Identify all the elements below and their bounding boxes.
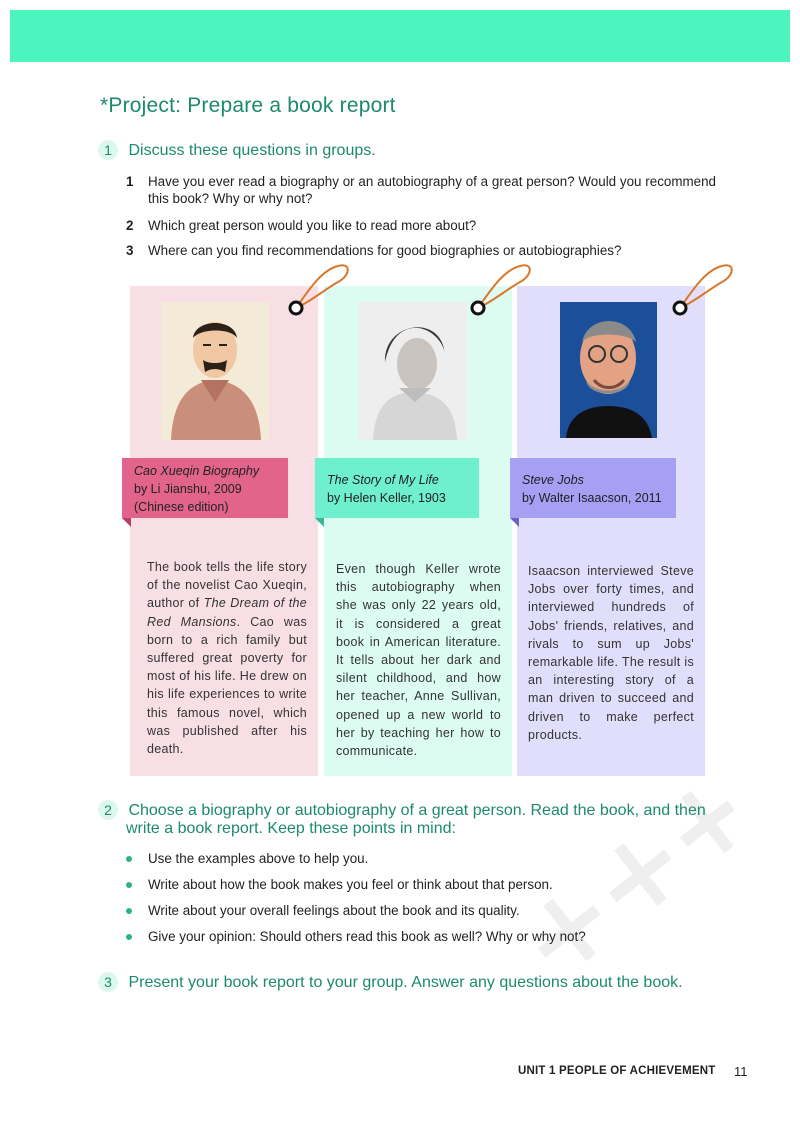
section-1-heading <box>98 140 376 160</box>
bookmark-string-icon <box>462 258 542 320</box>
footer-unit: UNIT 1 PEOPLE OF ACHIEVEMENT <box>518 1065 716 1077</box>
section-3-heading <box>98 972 683 992</box>
desc-text: . Cao was born to a rich family but suffered great poverty for most of his life. He drew on his life experiences to write this famous novel, which was published after his death. <box>147 614 307 757</box>
bullet-dot-icon <box>126 934 132 940</box>
portrait-helen-keller <box>359 302 467 440</box>
book-byline: by Walter Isaacson, 2011 <box>522 491 662 505</box>
book-tag-keller <box>315 458 479 518</box>
book-byline: by Li Jianshu, 2009 <box>134 482 242 496</box>
question-number: 2 <box>126 218 134 233</box>
book-byline: by Helen Keller, 1903 <box>327 491 446 505</box>
section-1-number: 1 <box>98 140 118 160</box>
bullet-item <box>126 851 368 866</box>
tag-fold <box>510 518 519 527</box>
bullet-item <box>126 903 520 918</box>
question-number: 1 <box>126 174 134 189</box>
question-text: Where can you find recommendations for good biographies or autobiographies? <box>148 243 622 258</box>
book-description-jobs: Isaacson interviewed Steve Jobs over forty times, and interviewed hundreds of Jobs' friends, relatives, and rivals to sum up Jobs' remarkable life. The result is an interesting story of a man driven to succeed and driven to make perfect products. <box>528 564 694 742</box>
section-2-text-line1: Choose a biography or autobiography of a great person. Read the book, and then <box>128 802 706 819</box>
book-description-cao <box>147 558 307 758</box>
book-tag-cao <box>122 458 288 518</box>
book-title: Steve Jobs <box>522 473 584 487</box>
section-2-heading-cont <box>126 820 456 838</box>
bullet-dot-icon <box>126 856 132 862</box>
section-1-text: Discuss these questions in groups. <box>128 142 376 159</box>
bullet-text: Write about your overall feelings about the book and its quality. <box>148 903 520 918</box>
desc-italic-title: The Dream of the Red Mansions <box>147 596 307 629</box>
bookmark-string-icon <box>280 258 360 320</box>
section-2-heading <box>98 800 706 820</box>
bullet-dot-icon <box>126 882 132 888</box>
bullet-item <box>126 877 553 892</box>
page-number: 11 <box>734 1064 748 1079</box>
portrait-cao-xueqin <box>161 302 269 440</box>
section-3-text: Present your book report to your group. Answer any questions about the book. <box>128 974 683 991</box>
bullet-text: Give your opinion: Should others read this book as well? Why or why not? <box>148 929 586 944</box>
bookmark-string-icon <box>664 258 744 320</box>
question-text: Have you ever read a biography or an autobiography of a great person? Would you recommend this book? Why or why not? <box>148 174 716 206</box>
question-number: 3 <box>126 243 134 258</box>
portrait-steve-jobs <box>560 302 657 438</box>
page-title: *Project: Prepare a book report <box>100 94 396 117</box>
book-title: The Story of My Life <box>327 473 439 487</box>
tag-fold <box>315 518 324 527</box>
book-title: Cao Xueqin Biography <box>134 464 260 478</box>
question-3 <box>126 242 716 259</box>
question-2 <box>126 217 716 234</box>
bullet-text: Write about how the book makes you feel or think about that person. <box>148 877 553 892</box>
book-description-keller: Even though Keller wrote this autobiography when she was only 22 years old, it is considered a great book in American literature. It tells about her dark and silent childhood, and how her teacher, Anne Sullivan, opened up a new world to her by teaching her how to communicate. <box>336 562 501 759</box>
header-band <box>10 10 790 62</box>
question-1 <box>126 173 716 207</box>
bullet-text: Use the examples above to help you. <box>148 851 369 866</box>
section-3-number: 3 <box>98 972 118 992</box>
book-tag-jobs <box>510 458 676 518</box>
question-text: Which great person would you like to read more about? <box>148 218 477 233</box>
section-2-text-line2: write a book report. Keep these points in mind: <box>126 820 456 837</box>
section-2-number: 2 <box>98 800 118 820</box>
tag-fold <box>122 518 131 527</box>
bullet-item <box>126 929 586 944</box>
desc-text: The book tells the life story of the novelist Cao Xueqin, author of <box>147 560 307 611</box>
book-note: (Chinese edition) <box>134 500 229 514</box>
bullet-dot-icon <box>126 908 132 914</box>
